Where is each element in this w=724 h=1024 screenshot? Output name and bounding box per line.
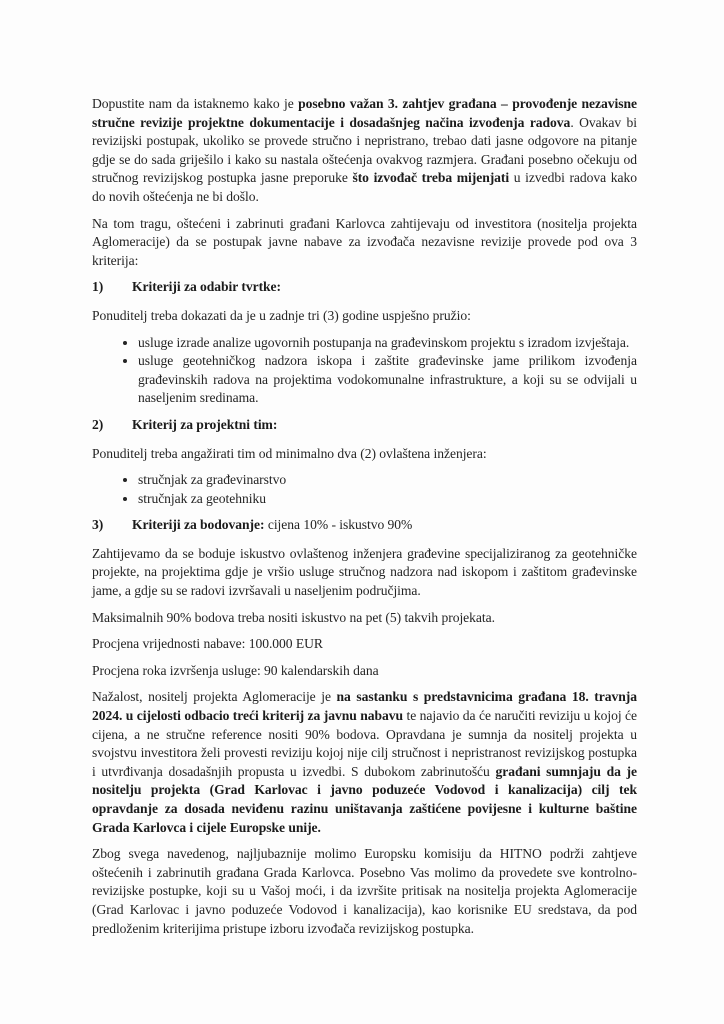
paragraph — [92, 688, 637, 837]
paragraph — [92, 307, 637, 326]
body-text: Procjena roka izvršenja usluge: 90 kalendarskih dana — [92, 662, 379, 678]
paragraph — [92, 609, 637, 628]
heading-number: 3) — [92, 517, 104, 533]
heading-number: 2) — [92, 416, 104, 432]
bullet-item — [138, 490, 637, 509]
paragraph — [92, 662, 637, 681]
body-text: u izvedbi radova kako do novih oštećenja ne bi došlo. — [92, 170, 637, 204]
body-text: Ponuditelj treba dokazati da je u zadnje tri (3) godine uspješno pružio: — [92, 307, 471, 323]
numbered-heading — [92, 516, 637, 535]
body-text: . Ovakav bi revizijski postupak, ukoliko se provede stručno i nepristrano, trebao dati jasne odgovore na pitanje gdje se do sada griješilo i kako su nastala oštećenja ovakvog razmjera. Građani posebno očekuju od stručnog revizijskog postupka jasne preporuke — [92, 114, 637, 186]
body-text: usluge izrade analize ugovornih postupanja na građevinskom projektu s izradom izvještaja. — [138, 334, 630, 350]
paragraph — [92, 635, 637, 654]
body-text: Nažalost, nositelj projekta Aglomeracije je — [92, 689, 337, 705]
numbered-heading — [92, 416, 637, 435]
body-text: usluge geotehničkog nadzora iskopa i zaštite građevinske jame prilikom izvođenja građevinskih radova na projektima vodokomunalne infrastrukture, a koji su se odvijali u naseljenim sredinama. — [138, 353, 637, 406]
heading-detail: cijena 10% - iskustvo 90% — [264, 517, 413, 533]
bullet-item — [138, 352, 637, 408]
heading-title: Kriteriji za odabir tvrtke: — [132, 279, 282, 295]
body-text: Zahtijevamo da se boduje iskustvo ovlaštenog inženjera građevine specijaliziranog za geotehničke projekte, na projektima gdje je vršio usluge stručnog nadzora nad iskopom i zaštitom građevinske jame, a gdje su se radovi izvršavali u naseljenim područjima. — [92, 545, 637, 599]
body-text: Ponuditelj treba angažirati tim od minimalno dva (2) ovlaštena inženjera: — [92, 445, 487, 461]
bold-text: što izvođač treba mijenjati — [352, 170, 510, 186]
body-text: Zbog svega navedenog, najljubaznije molimo Europsku komisiju da HITNO podrži zahtjeve oštećenih i zabrinutih građana Grada Karlovca. Posebno Vas molimo da provedete sve kontrolno-revizijske postupke, koji su u Vašoj moći, i da izvršite pritisak na nositelja projekta Aglomeracije (Grad Karlovac i javno poduzeće Vodovod i kanalizacija), kao korisnike EU sredstava, da pod predloženim kriterijima pristupe izboru izvođača revizijskog postupka. — [92, 846, 637, 936]
paragraph — [92, 95, 637, 207]
body-text: Na tom tragu, oštećeni i zabrinuti građani Karlovca zahtijevaju od investitora (nositelja projekta Aglomeracije) da se postupak javne nabave za izvođača nezavisne revizije provede pod ova 3 kriterija: — [92, 215, 637, 268]
bullet-list — [92, 334, 637, 408]
body-text: te najavio da će naručiti reviziju u kojoj će cijena, a ne stručne reference nositi 90% bodova. Opravdana je sumnja da nositelj projekta u svojstvu investitora želi provesti reviziju kojoj nije cilj stručnost i nepristranost revizijskog postupka i utvrđivanja dosadašnjih propusta u izvedbi. S dubokom zabrinutošću — [92, 708, 637, 779]
paragraph — [92, 445, 637, 464]
heading-title: Kriteriji za bodovanje: — [132, 517, 265, 533]
bold-text: na sastanku s predstavnicima građana 18. travnja 2024. u cijelosti odbacio treći kriterij za javnu nabavu — [92, 689, 637, 724]
heading-title: Kriterij za projektni tim: — [132, 416, 278, 432]
bold-text: građani sumnjaju da je nositelju projekta (Grad Karlovac i javno poduzeće Vodovod i kanalizacija) cilj tek opravdanje za dosada neviđenu razinu uništavanja zaštićene povijesne i kulturne baštine Grada Karlovca i cijele Europske unije. — [92, 763, 637, 835]
heading-number: 1) — [92, 279, 104, 295]
body-text: Dopustite nam da istaknemo kako je — [92, 96, 299, 111]
paragraph — [92, 845, 637, 938]
body-text: Procjena vrijednosti nabave: 100.000 EUR — [92, 636, 323, 652]
body-text: stručnjak za građevinarstvo — [138, 472, 287, 488]
bullet-item — [138, 471, 637, 490]
bullet-item — [138, 334, 637, 353]
bold-text: posebno važan 3. zahtjev građana – provođenje nezavisne stručne revizije projektne dokumentacije i dosadašnjeg načina izvođenja radova — [92, 96, 637, 130]
body-text: Maksimalnih 90% bodova treba nositi iskustvo na pet (5) takvih projekata. — [92, 609, 495, 625]
body-text: stručnjak za geotehniku — [138, 490, 266, 506]
paragraph — [92, 215, 637, 271]
numbered-heading — [92, 278, 637, 297]
bullet-list — [92, 471, 637, 508]
document-body — [92, 95, 637, 938]
paragraph — [92, 545, 637, 601]
